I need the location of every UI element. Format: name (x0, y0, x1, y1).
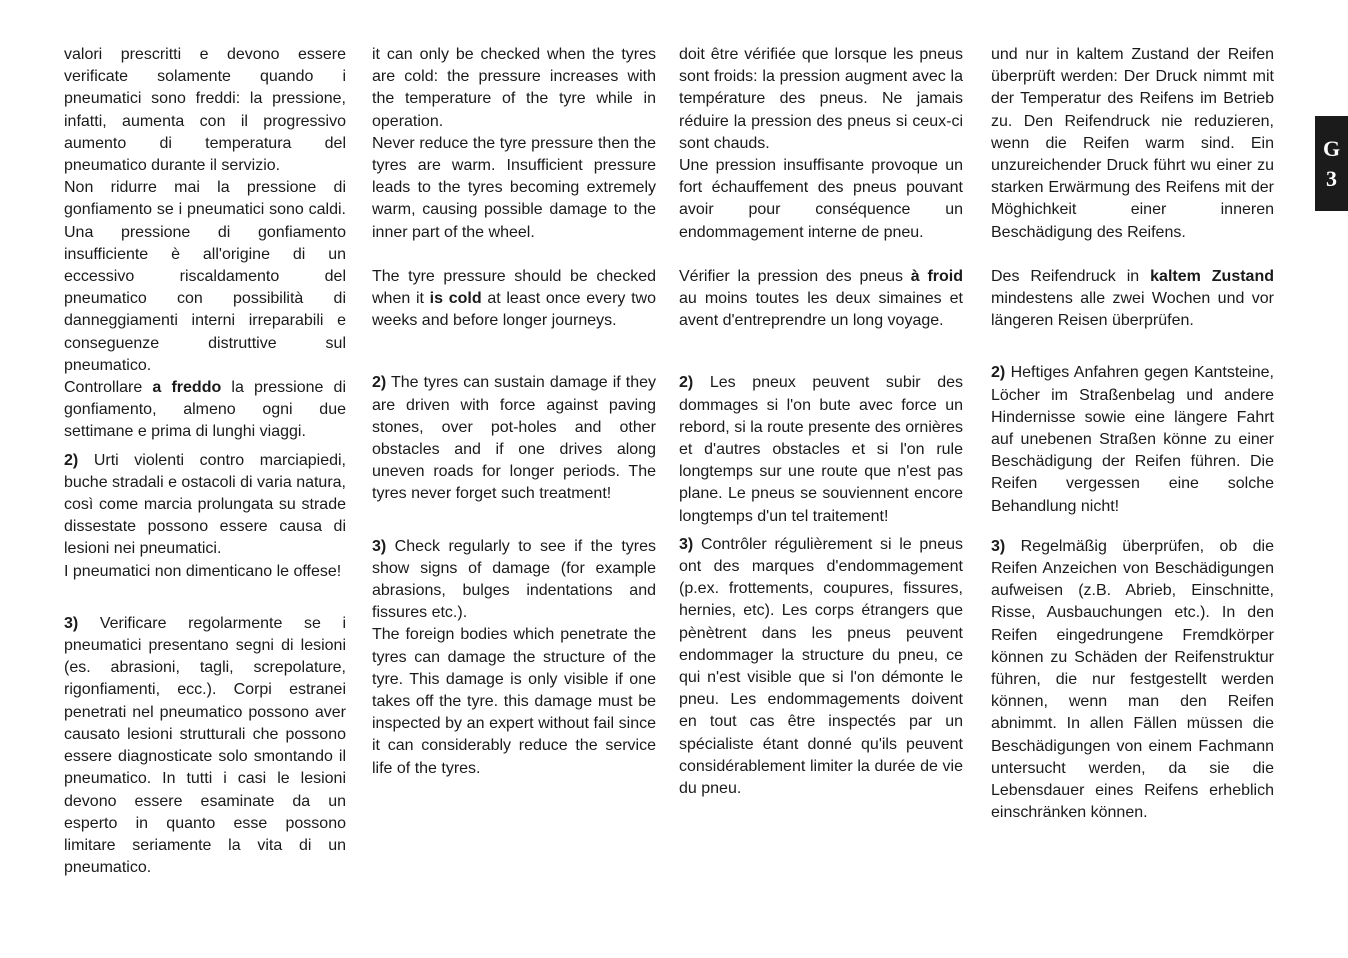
intro-paragraph: doit être vérifiée que lorsque les pneus sont froids: la pression augment avec la température des pneus. Ne jamais réduire la pression des pneus si ceux-ci sont chauds. (679, 46, 963, 152)
note-3-paragraph: 3) Check regularly to see if the tyres show signs of damage (for example abrasions, bulges indentations and fissures etc.). (372, 537, 656, 622)
cold-check-paragraph: Des Reifendruck in kaltem Zustand mindestens alle zwei Wochen und vor längeren Reisen überprüfen. (991, 267, 1275, 330)
emphasis-text: a freddo (152, 379, 222, 397)
note-number: 3) (64, 614, 79, 632)
note-3-paragraph: 3) Contrôler régulièrement si le pneus ont des marques d'endommagement (p.ex. frottements, coupures, fissures, hernies, etc). Les corps étrangers que pènètrent dans les pneus peuvent endommager la structure du pneu, ce qui n'est visible que si l'on démonte le pneu. Les endommagements doivent en tout cas être inspectés par un spécialiste étant donné qu'ils peuvent considérablement limiter la durée de vie du pneu. (679, 535, 963, 798)
section-tab-letter: G (1322, 135, 1341, 161)
note-number: 2) (679, 374, 694, 392)
cold-check-paragraph: Controllare a freddo la pressione di gonfiamento, almeno ogni due settimane e prima di lunghi viaggi. (64, 379, 346, 441)
column-french (679, 44, 963, 800)
note-3-extra: The foreign bodies which penetrate the tyres can damage the structure of the tyre. This damage is only visible if one takes off the tyre. this damage must be inspected by an expert without fail since it can considerably reduce the service life of the tyres. (372, 626, 656, 777)
intro-paragraph: valori prescritti e devono essere verificate solamente quando i pneumatici sono freddi: la pressione, infatti, aumenta con il progressivo aumento di temperatura del pneumatico durante il servizio. (64, 46, 346, 175)
column-english (372, 44, 656, 780)
emphasis-text: kaltem Zustand (1150, 267, 1275, 285)
warning-paragraph: Never reduce the tyre pressure then the tyres are warm. Insufficient pressure leads to the tyres becoming extremely warm, causing possible damage to the inner part of the wheel. (372, 134, 656, 241)
note-3-paragraph: 3) Regelmäßig überprüfen, ob die Reifen Anzeichen von Beschädigungen aufweisen (z.B. Abrieb, Einschnitte, Risse, Ausbauchungen etc.). In den Reifen eingedrungene Fremdkörper können zu Schäden der Reifenstruktur führen, die nur festgestellt werden können, wenn man den Reifen abnimmt. In allen Fällen müssen die Beschädigungen von einem Fachmann untersucht werden, da sie die Lebensdauer eines Reifens erheblich einschränken können. (991, 537, 1274, 822)
emphasis-text: is cold (429, 290, 482, 308)
intro-paragraph: und nur in kaltem Zustand der Reifen überprüft werden: Der Druck nimmt mit der Temperatur des Reifens im Betrieb zu. Den Reifendruck nie reduzieren, wenn die Reifen warm sind. Ein unzureichender Druck führt wu einer zu starken Erwärmung des Reifens mit der Möghichkeit einer inneren Beschädigung des Reifens. (991, 46, 1274, 241)
note-2-paragraph: 2) Urti violenti contro marciapiedi, buche stradali e ostacoli di varia natura, così come marcia prolungata su strade dissestate possono essere causa di lesioni nei pneumatici. (64, 451, 346, 558)
note-2-paragraph: 2) The tyres can sustain damage if they are driven with force against paving stones, over pot-holes and other obstacles and if one drives along uneven roads for longer periods. The tyres never forget such treatment! (372, 374, 656, 503)
note-2-paragraph: 2) Heftiges Anfahren gegen Kantsteine, Löcher im Straßenbelag und andere Hindernisse sowie eine längere Fahrt auf unebenen Straßen könne zu einer Beschädigung der Reifen führen. Die Reifen vergessen eine solche Behandlung nicht! (991, 364, 1274, 515)
cold-check-paragraph: Vérifier la pression des pneus à froid au moins toutes les deux simaines et avent d'entreprendre un long voyage. (679, 267, 963, 330)
note-2-extra: I pneumatici non dimenticano le offese! (64, 562, 342, 580)
column-italian (64, 44, 346, 879)
note-number: 2) (372, 374, 387, 392)
warning-paragraph: Non ridurre mai la pressione di gonfiamento se i pneumatici sono caldi. Una pressione di gonfiamento insufficiente è all'origine di un eccessivo riscaldamento del pneumatico con possibilità di danneggiamenti interni irreparabili e conseguenze distruttive sul pneumatico. (64, 179, 346, 374)
note-3-paragraph: 3) Verificare regolarmente se i pneumatici presentano segni di lesioni (es. abrasioni, tagli, screpolature, rigonfiamenti, ecc.). Corpi estranei penetrati nel pneumatico possono aver causato lesioni strutturali che possono essere diagnosticate solo smontando il pneumatico. In tutti i casi le lesioni devono essere esaminate da un esperto in quanto esse possono limitare seriamente la vita di un pneumatico. (64, 614, 346, 877)
note-2-paragraph: 2) Les pneux peuvent subir des dommages si l'on bute avec force un rebord, si la route presente des ornières et d'autres obstacles et si l'on rule longtemps sur une route que n'est pas plane. Le pneus se souviennent encore longtemps d'un tel traitement! (679, 374, 963, 525)
cold-check-paragraph: The tyre pressure should be checked when it is cold at least once every two weeks and before longer journeys. (372, 267, 657, 330)
intro-paragraph: it can only be checked when the tyres are cold: the pressure increases with the temperature of the tyre while in operation. (372, 46, 656, 130)
section-tab-number: 3 (1326, 165, 1337, 191)
note-number: 3) (679, 535, 694, 553)
note-number: 3) (991, 537, 1006, 555)
section-tab (1315, 116, 1348, 211)
warning-paragraph: Une pression insuffisante provoque un fort échauffement des pneus pouvant avoir pour conséquence un endommagement interne de pneu. (679, 157, 963, 241)
emphasis-text: à froid (910, 267, 963, 285)
note-number: 2) (64, 451, 79, 469)
note-number: 2) (991, 364, 1006, 382)
note-number: 3) (372, 537, 387, 555)
column-german (991, 44, 1274, 825)
